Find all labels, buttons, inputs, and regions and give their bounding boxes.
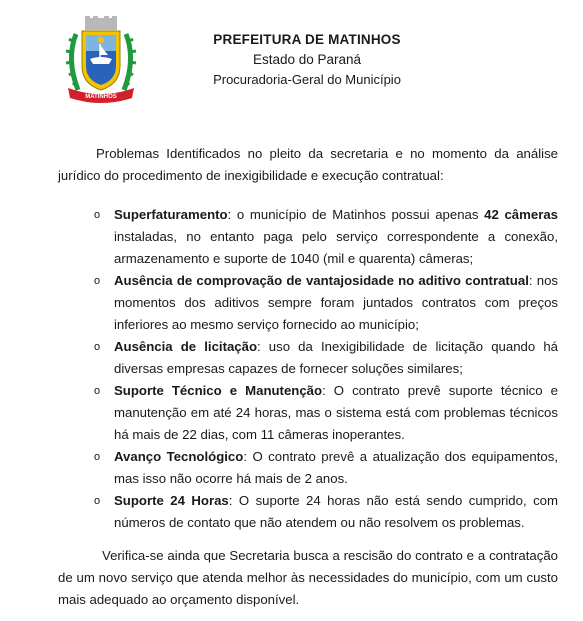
municipal-coat-of-arms-icon	[62, 14, 140, 106]
letterhead	[150, 30, 464, 90]
bullet-icon: o	[94, 385, 101, 397]
bullet-icon: o	[94, 341, 101, 353]
issue-item	[94, 336, 558, 380]
issue-title: Ausência de licitação	[114, 339, 258, 354]
issue-title: Avanço Tecnológico	[114, 449, 244, 464]
department-name: Procuradoria-Geral do Município	[213, 72, 401, 87]
issue-title: Superfaturamento	[114, 207, 228, 222]
issue-title: Suporte 24 Horas	[114, 493, 229, 508]
issue-text: : O contrato prevê a atualização dos equipamentos, mas isso não ocorre há mais de 2 anos.	[114, 449, 559, 486]
bullet-icon: o	[94, 451, 101, 463]
issue-text: : uso da Inexigibilidade de licitação quando há diversas empresas capazes de fornecer soluções similares;	[114, 339, 558, 376]
issue-text: : O suporte 24 horas não está sendo cumprido, com números de contato que não atendem ou não resolvem os problemas.	[114, 493, 558, 530]
issue-text: : o município de Matinhos possui apenas	[227, 207, 485, 222]
issue-text: : nos momentos dos aditivos sempre foram juntados contratos com preços inferiores ao mesmo serviço fornecido ao município;	[114, 273, 559, 332]
crest-banner-text: MATINHOS	[85, 94, 117, 100]
issue-title: Suporte Técnico e Manutenção	[114, 383, 323, 398]
issue-item	[94, 446, 559, 490]
issue-text: instaladas, no entanto paga pelo serviço correspondente a conexão, armazenamento e suporte de 1040 (mil e quarenta) câmeras;	[114, 229, 558, 266]
state-name: Estado do Paraná	[252, 52, 362, 67]
bullet-icon: o	[94, 209, 101, 221]
issue-highlight: 42 câmeras	[484, 207, 558, 222]
bullet-icon: o	[94, 275, 101, 287]
bullet-icon: o	[94, 495, 101, 507]
intro-paragraph: Problemas Identificados no pleito da secretaria e no momento da análise jurídico do procedimento de inexigibilidade e execução contratual:	[58, 146, 558, 183]
issue-text: : O contrato prevê suporte técnico e manutenção em até 24 horas, mas o sistema está com problemas técnicos há mais de 22 dias, com 11 câmeras inoperantes.	[114, 383, 558, 442]
closing-paragraph: Verifica-se ainda que Secretaria busca a rescisão do contrato e a contratação de um novo serviço que atenda melhor às necessidades do município, com um custo mais adequado ao orçamento disponível.	[58, 548, 558, 607]
issue-item	[94, 380, 558, 446]
issue-item	[94, 270, 559, 336]
issues-list	[94, 204, 559, 534]
issue-item	[94, 490, 558, 534]
issue-item	[94, 204, 558, 270]
organization-name: PREFEITURA DE MATINHOS	[213, 32, 401, 47]
issue-title: Ausência de comprovação de vantajosidade no aditivo contratual	[114, 273, 529, 288]
